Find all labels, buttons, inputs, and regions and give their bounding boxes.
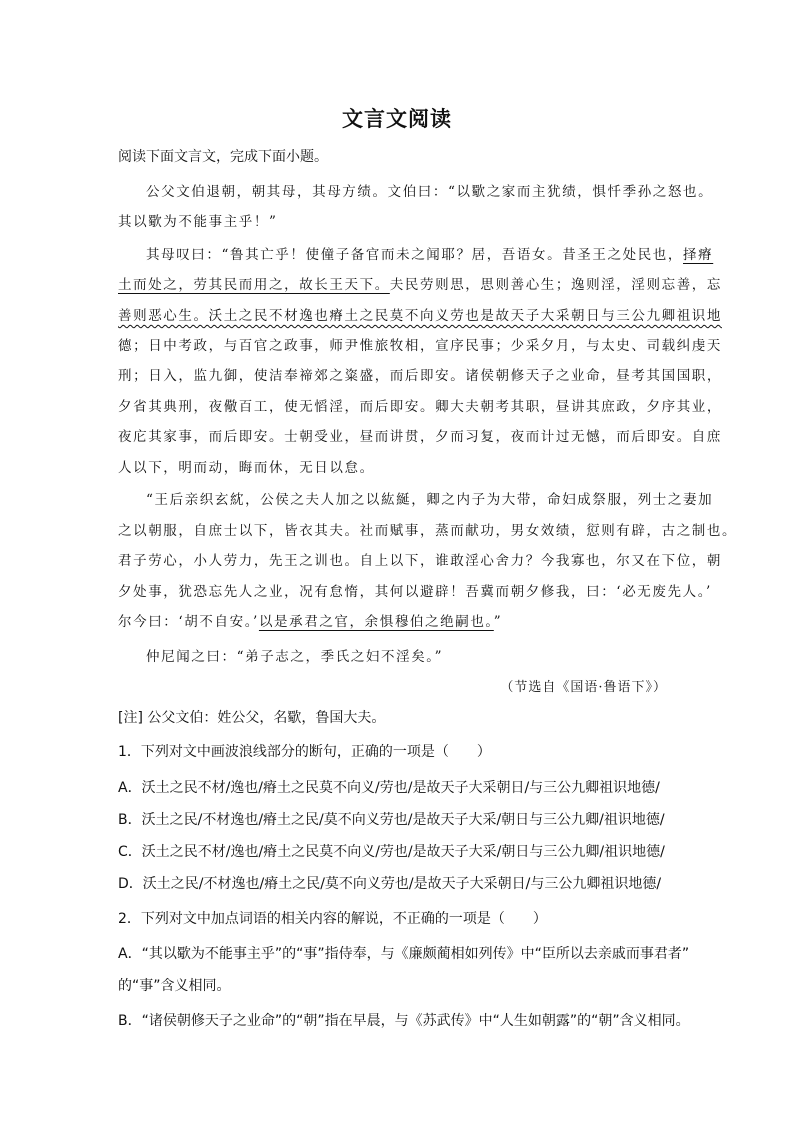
option-c: C．沃土之民不材/逸也/瘠土之民莫不向义/劳也/是故天子大采/朝日与三公九卿/祖识地德/ bbox=[118, 844, 665, 860]
passage-line: 德；日中考政，与百官之政事，师尹惟旅牧相，宣序民事；少采夕月，与太史、司载纠虔天 bbox=[118, 338, 722, 354]
passage-line: 公父文伯退朝，朝其母，其母方绩。文伯曰：“以歜之家而主犹绩，惧忏季孙之怒也。 bbox=[146, 184, 714, 200]
question-stem: 2．下列对文中加点词语的相关内容的解说，不正确的一项是（ ） bbox=[118, 911, 547, 927]
passage-line bbox=[146, 243, 713, 263]
passage-line: 之以朝服，自庶士以下，皆衣其夫。社而赋事，蒸而献功，男女效绩，愆则有辟，古之制也。 bbox=[118, 523, 738, 539]
instruction-text: 阅读下面文言文，完成下面小题。 bbox=[118, 149, 328, 165]
passage-line: 人以下，明而动，晦而休，无日以怠。 bbox=[118, 460, 375, 476]
option-a: A．“其以歜为不能事主乎”的“事”指侍奉，与《廉颇蔺相如列传》中“臣所以去亲戚而事君者” bbox=[118, 946, 690, 962]
passage-text: 尔今曰：‘胡不自安。’ bbox=[118, 614, 259, 630]
question-stem: 1．下列对文中画波浪线部分的断句，正确的一项是（ ） bbox=[118, 744, 491, 760]
passage-line: 夜庀其家事，而后即安。士朝受业，昼而讲贯，夕而习复，夜而计过无憾，而后即安。自庶 bbox=[118, 429, 722, 445]
page-title: 文言文阅读 bbox=[342, 106, 452, 131]
passage-line bbox=[118, 273, 722, 293]
passage-line bbox=[118, 304, 722, 324]
wavy-underlined-sentence: 善则恶心生。沃土之民不材逸也瘠土之民莫不向义劳也是故天子大采朝日与三公九卿祖识地 bbox=[118, 308, 722, 324]
passage-line: 君子劳心，小人劳力，先王之训也。自上以下，谁敢淫心舍力？今我寡也，尔又在下位，朝 bbox=[118, 553, 722, 569]
passage-line: 仲尼闻之曰：“弟子志之，季氏之妇不淫矣。” bbox=[146, 649, 444, 665]
annotation-note: [注] 公父文伯：姓公父，名歜，鲁国大夫。 bbox=[118, 710, 386, 726]
option-a-continued: 的“事”含义相同。 bbox=[118, 978, 231, 994]
option-b: B．沃土之民/不材逸也/瘠土之民/莫不向义劳也/是故天子大采/朝日与三公九卿/祖识地德/ bbox=[118, 812, 665, 828]
passage-line: “王后亲织玄紞，公侯之夫人加之以紘綖，卿之内子为大带，命妇成祭服，列士之妻加 bbox=[146, 492, 714, 508]
passage-text: ” bbox=[493, 614, 503, 630]
passage-line: 其以歜为不能事主乎！” bbox=[118, 214, 278, 230]
passage-line: 刑；日入，监九御，使洁奉禘郊之粢盛，而后即安。诸侯朝修天子之业命，昼考其国国职， bbox=[118, 368, 722, 384]
option-a: A．沃土之民不材/逸也/瘠土之民莫不向义/劳也/是故天子大采朝日/与三公九卿祖识地德/ bbox=[118, 780, 660, 796]
passage-text: 其母叹曰：“鲁其亡乎！使僮子备官而未之闻耶？居，吾语女。昔圣王之处民也， bbox=[146, 247, 684, 263]
passage-text: 夫民劳则思，思则善心生；逸则淫，淫则忘善，忘 bbox=[389, 277, 723, 293]
option-d: D．沃土之民/不材逸也/瘠土之民/莫不向义劳也/是故天子大采朝日/与三公九卿祖识地德/ bbox=[118, 876, 662, 892]
underlined-sentence: 择瘠 bbox=[683, 247, 714, 263]
source-citation: （节选自《国语·鲁语下》） bbox=[500, 680, 667, 695]
underlined-sentence: 以是承君之官，余惧穆伯之绝嗣也。 bbox=[258, 614, 494, 630]
passage-line: 夕处事，犹恐忘先人之业，况有怠惰，其何以避辟！吾冀而朝夕修我，曰：‘必无废先人。’ bbox=[118, 584, 712, 600]
option-b: B．“诸侯朝修天子之业命”的“朝”指在早晨，与《苏武传》中“人生如朝露”的“朝”含义相同。 bbox=[118, 1013, 690, 1029]
passage-line bbox=[118, 610, 502, 630]
underlined-sentence: 土而处之，劳其民而用之，故长王天下。 bbox=[118, 277, 390, 293]
passage-line: 夕省其典刑，夜儆百工，使无慆淫，而后即安。卿大夫朝考其职，昼讲其庶政，夕序其业， bbox=[118, 399, 722, 415]
